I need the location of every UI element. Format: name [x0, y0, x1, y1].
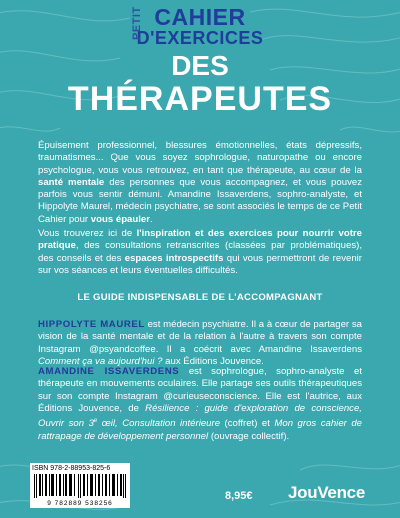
title-line-2: THÉRAPEUTES	[67, 80, 333, 118]
description-paragraph-1: Épuisement professionnel, blessures émotionnelles, états dépressifs, traumatismes... Que vous soyez sophrologue, naturopathe ou encore psychologue, vous vous retrouvez, en tant que thérapeute, au cœur de la santé mentale des personnes que vous accompagnez, et vous pouvez parfois vous sentir démuni. Amandine Issaverdens, sophro-analyste, et Hippolyte Maurel, médecin psychiatre, se sont associés le temps de ce Petit Cahier pour vous épauler.	[38, 140, 362, 225]
cover-title-block	[0, 6, 400, 117]
barcode-digits: 9 782889 538256	[47, 500, 113, 507]
series-petit-label: PETIT	[131, 6, 143, 40]
author-name: HIPPOLYTE MAUREL	[38, 319, 145, 330]
barcode-bars	[34, 474, 126, 498]
barcode	[30, 463, 130, 508]
tagline: LE GUIDE INDISPENSABLE DE L'ACCOMPAGNANT	[77, 292, 323, 303]
author-bio-amandine: AMANDINE ISSAVERDENS est sophrologue, sophro-analyste et thérapeute en mouvements oculaires. Elle partage ses outils thérapeutiques sur son compte Instagram @curieuseconscience. Elle est l'autrice, aux Éditions Jouvence, de Résilience : guide d'exploration de conscience, Ouvrir son 3e œil, Consultation intérieure (coffret) et Mon gros cahier de rattrapage de développement personnel (ouvrage collectif).	[38, 366, 363, 442]
author-name: AMANDINE ISSAVERDENS	[38, 366, 180, 377]
author-bio-hippolyte: HIPPOLYTE MAUREL est médecin psychiatre. Il a à cœur de partager sa vision de la santé mentale et de la relation à l'autre à travers son compte Instagram @psyandcoffee. Il a coécrit avec Amandine Issaverdens Comment ça va aujourd'hui ? aux Éditions Jouvence.	[38, 319, 362, 367]
publisher-logo: JouVence	[288, 483, 365, 502]
isbn-label: ISBN 978-2-88953-825-6	[32, 465, 111, 472]
title-line-1: DES	[171, 50, 229, 81]
series-subtitle: D'EXERCICES	[136, 28, 264, 48]
series-title: CAHIER	[154, 4, 246, 30]
description-paragraph-2: Vous trouverez ici de l'inspiration et des exercices pour nourrir votre pratique, des consultations retranscrites (classées par problématiques), des conseils et des espaces introspectifs qui vous permettront de revenir sur vos séances et leurs éventuelles difficultés.	[38, 228, 362, 276]
price: 8,95€	[225, 490, 253, 502]
